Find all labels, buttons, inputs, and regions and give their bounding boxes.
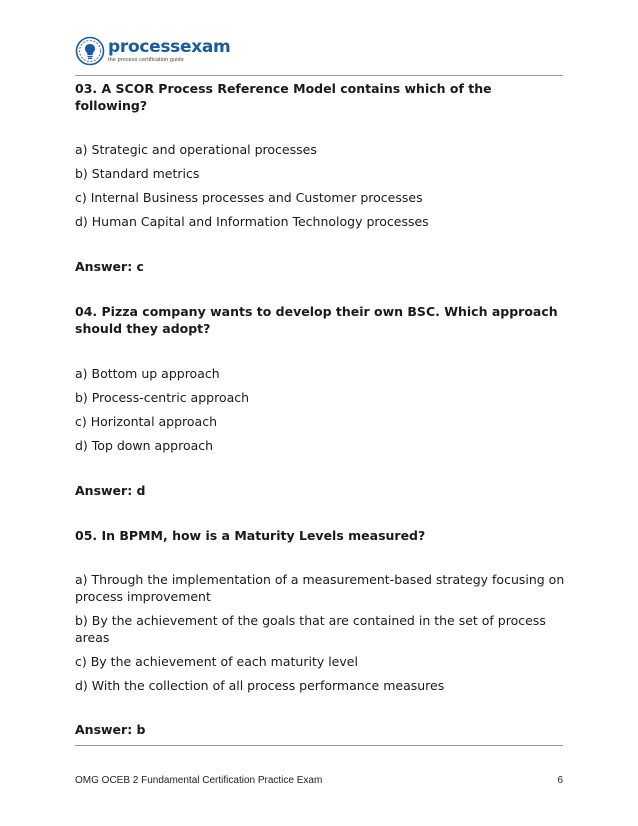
answer-option: c) Internal Business processes and Customer processes xyxy=(75,190,423,205)
footer-divider xyxy=(75,745,563,746)
answer-option: c) Horizontal approach xyxy=(75,414,218,429)
answer-option: a) Bottom up approach xyxy=(75,366,220,381)
brand-tagline: the process certification guide xyxy=(108,56,184,63)
logo-wordmark xyxy=(108,36,231,64)
page-header xyxy=(75,34,230,68)
answer-option: a) Strategic and operational processes xyxy=(75,142,317,157)
brand-name-part1: process xyxy=(108,36,180,57)
answer-option: c) By the achievement of each maturity level xyxy=(75,654,358,669)
answer-option: d) With the collection of all process performance measures xyxy=(75,678,445,693)
question-title xyxy=(75,303,565,337)
correct-answer: Answer: c xyxy=(75,259,144,274)
page-footer xyxy=(75,775,563,786)
question-title-line: 04. Pizza company wants to develop their own BSC. Which approach xyxy=(75,304,558,319)
answer-option: d) Human Capital and Information Technology processes xyxy=(75,214,429,229)
lightbulb-logo-icon xyxy=(75,36,105,66)
correct-answer: Answer: d xyxy=(75,483,146,498)
answer-option xyxy=(75,571,565,605)
answer-option-line: process improvement xyxy=(75,589,211,604)
footer-text: OMG OCEB 2 Fundamental Certification Practice Exam xyxy=(75,775,323,786)
page-number: 6 xyxy=(557,775,563,786)
correct-answer: Answer: b xyxy=(75,722,146,737)
answer-option: b) By the achievement of the goals that are contained in the set of process areas xyxy=(75,613,546,645)
question-title: 03. A SCOR Process Reference Model contains which of the following? xyxy=(75,81,492,113)
brand-name-part2: exam xyxy=(179,36,231,57)
brand-name xyxy=(108,36,231,57)
question-title: 05. In BPMM, how is a Maturity Levels measured? xyxy=(75,528,426,543)
answer-option: b) Standard metrics xyxy=(75,166,200,181)
question-title-line: should they adopt? xyxy=(75,321,211,336)
answer-option: b) Process-centric approach xyxy=(75,390,250,405)
question-content xyxy=(75,80,565,738)
answer-option-line: a) Through the implementation of a measurement-based strategy focusing on xyxy=(75,572,565,587)
header-divider xyxy=(75,75,563,76)
answer-option: d) Top down approach xyxy=(75,438,214,453)
